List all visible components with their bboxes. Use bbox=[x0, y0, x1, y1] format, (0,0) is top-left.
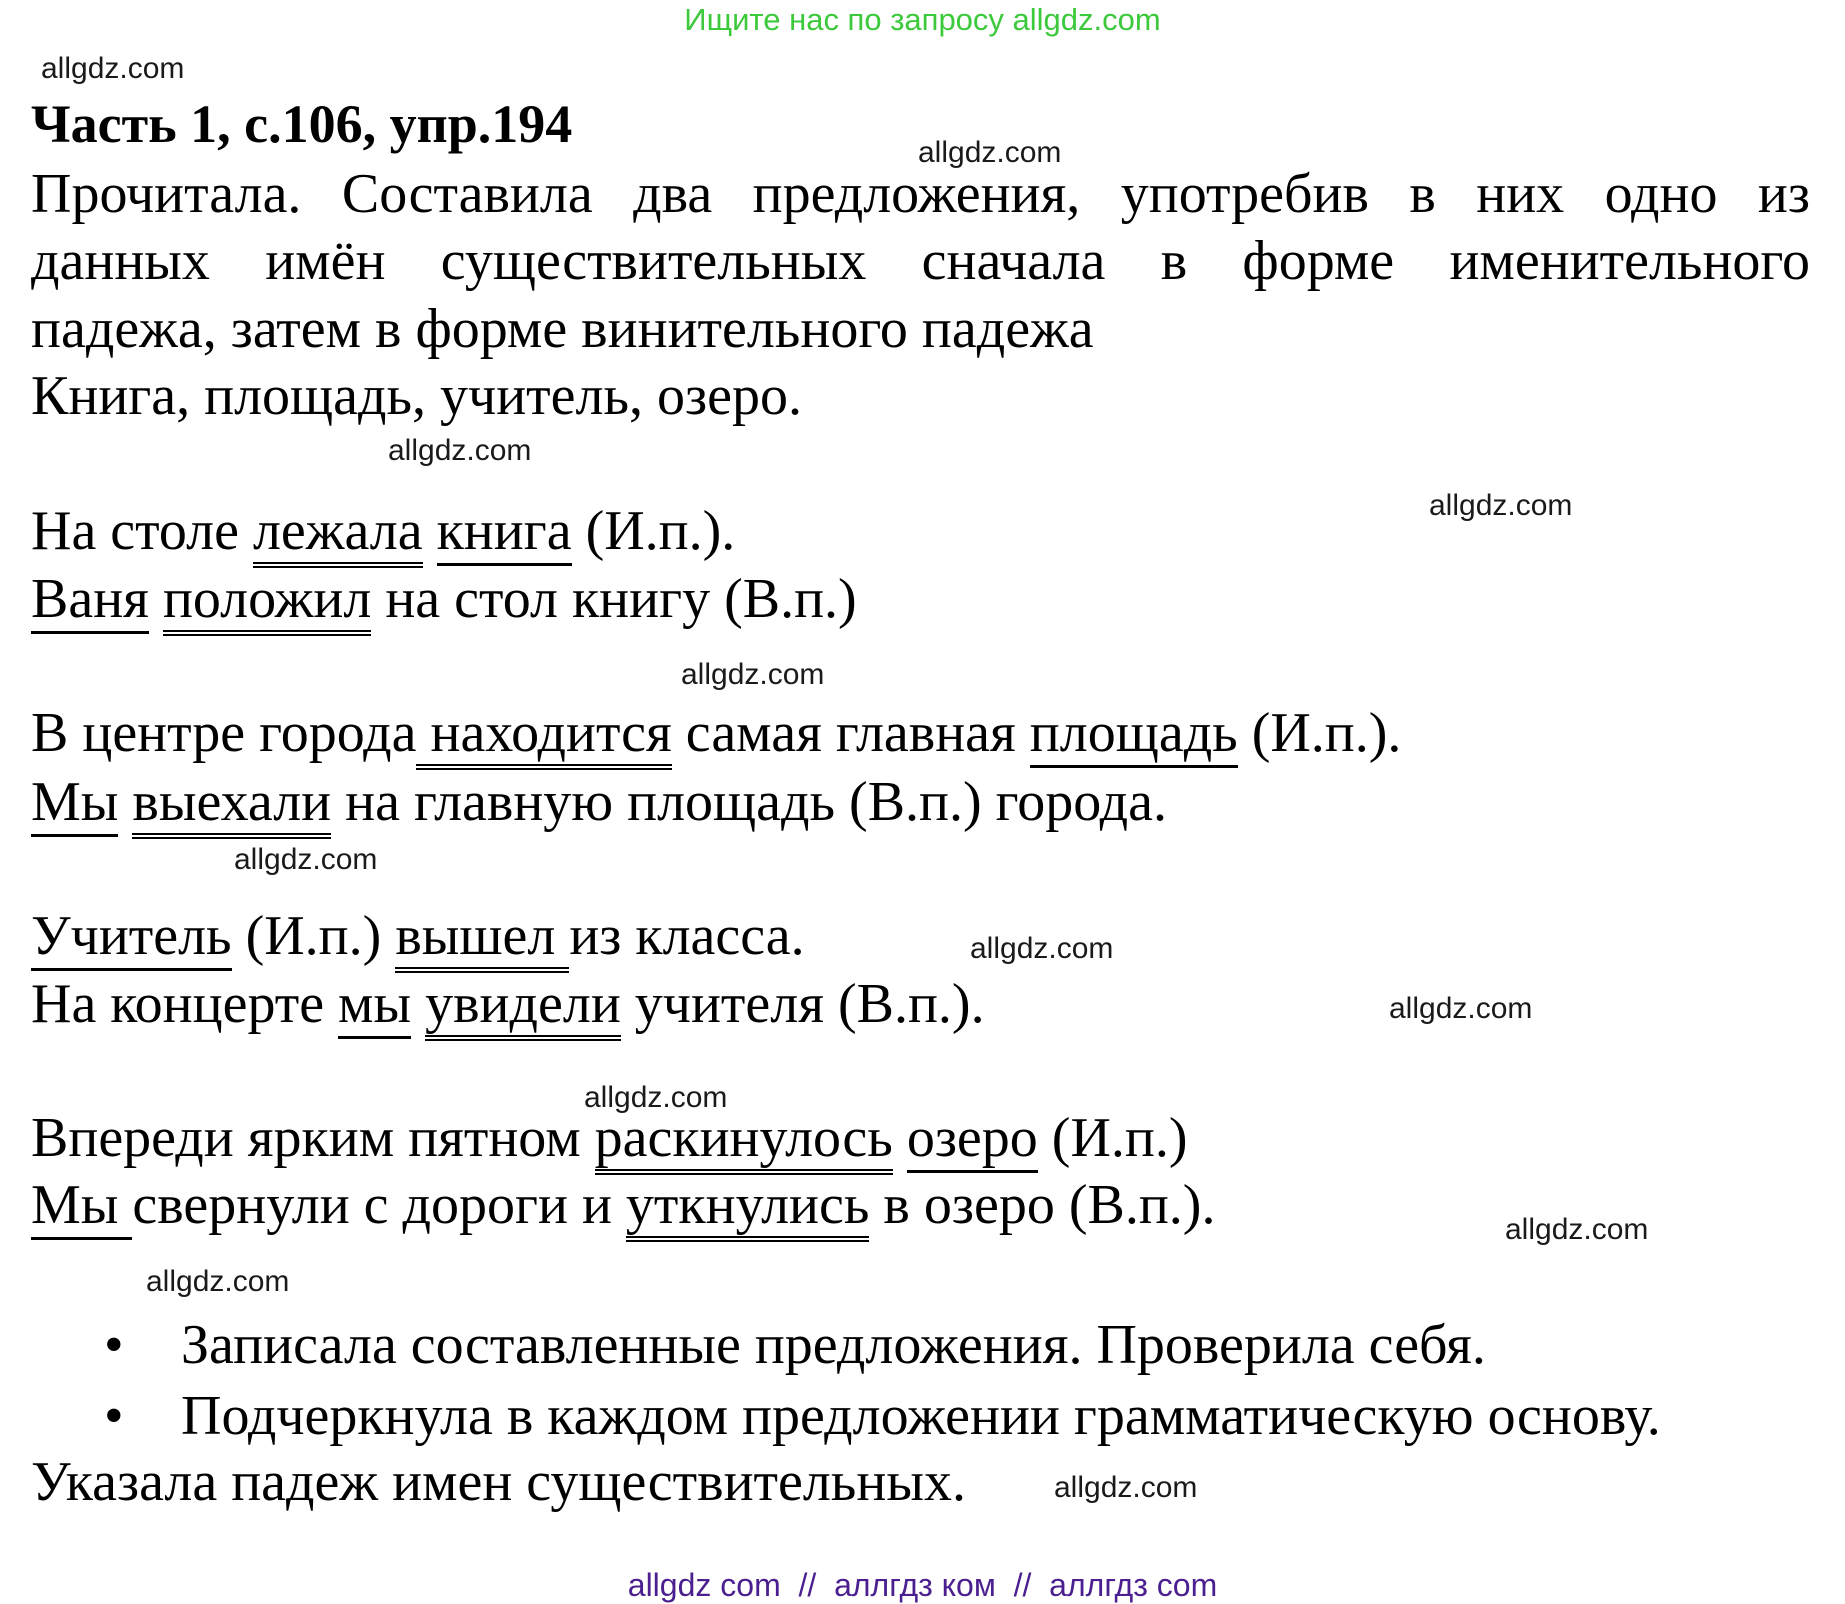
sentence-text bbox=[893, 1107, 907, 1169]
watermark: allgdz.com bbox=[41, 52, 185, 85]
search-banner: Ищите нас по запросу allgdz.com bbox=[684, 2, 1161, 37]
subject-underline: книга bbox=[437, 500, 572, 566]
sentence-text: на главную площадь (В.п.) города. bbox=[331, 771, 1167, 833]
sentence-text: свернули с дороги и bbox=[132, 1174, 626, 1236]
bullet-item: Записала составленные предложения. Проверила себя. bbox=[181, 1314, 1486, 1376]
bullet-icon: • bbox=[104, 1314, 124, 1376]
sentence-text: (И.п.). bbox=[1237, 702, 1402, 764]
predicate-double-underline: увидели bbox=[425, 973, 621, 1041]
watermark: allgdz.com bbox=[1054, 1471, 1198, 1504]
sentence bbox=[31, 971, 985, 1037]
bullet-item: Подчеркнула в каждом предложении грамматическую основу. bbox=[181, 1385, 1661, 1447]
sentence-text bbox=[423, 500, 437, 562]
word-list: Книга, площадь, учитель, озеро. bbox=[31, 365, 802, 427]
sentence bbox=[31, 566, 857, 632]
predicate-double-underline: раскинулось bbox=[595, 1107, 893, 1175]
sentence-text: учителя (В.п.). bbox=[620, 973, 985, 1035]
sentence-text: (И.п.) bbox=[231, 905, 396, 967]
predicate-double-underline: находится bbox=[416, 702, 671, 770]
subject-underline: Учитель bbox=[31, 905, 232, 971]
sentence-text bbox=[411, 973, 425, 1035]
watermark: allgdz.com bbox=[234, 843, 378, 876]
predicate-double-underline: лежала bbox=[253, 500, 423, 568]
watermark: allgdz.com bbox=[681, 658, 825, 691]
sentence-text: На концерте bbox=[31, 973, 339, 1035]
sentence bbox=[31, 903, 805, 969]
sentence-text bbox=[118, 771, 132, 833]
sentence-text bbox=[149, 568, 163, 630]
footer-links: allgdz com // аллгдз ком // аллгдз com bbox=[627, 1567, 1218, 1603]
watermark: allgdz.com bbox=[1429, 489, 1573, 522]
watermark: allgdz.com bbox=[146, 1265, 290, 1298]
page-title: Часть 1, с.106, упр.194 bbox=[31, 94, 573, 154]
predicate-double-underline: вышел bbox=[395, 905, 569, 973]
intro-line: падежа, затем в форме винительного падежа bbox=[31, 298, 1094, 360]
predicate-double-underline: положил bbox=[163, 568, 371, 636]
sentence bbox=[31, 498, 735, 564]
sentence-text: в озеро (В.п.). bbox=[869, 1174, 1216, 1236]
sentence-text: на стол книгу (В.п.) bbox=[371, 568, 857, 630]
subject-underline: Мы bbox=[31, 1174, 132, 1240]
watermark: allgdz.com bbox=[1389, 992, 1533, 1025]
watermark: allgdz.com bbox=[388, 434, 532, 467]
intro-line: Прочитала. Составила два предложения, употребив в них одно из bbox=[31, 163, 1810, 225]
subject-underline: мы bbox=[338, 973, 411, 1039]
predicate-double-underline: уткнулись bbox=[626, 1174, 870, 1242]
sentence-text: В центре города bbox=[31, 702, 417, 764]
sentence bbox=[31, 700, 1401, 766]
sentence bbox=[31, 769, 1167, 835]
subject-underline: площадь bbox=[1030, 702, 1238, 768]
closing-line: Указала падеж имен существительных. bbox=[31, 1451, 966, 1513]
sentence-text: (И.п.). bbox=[571, 500, 736, 562]
subject-underline: Ваня bbox=[31, 568, 149, 634]
sentence-text: самая главная bbox=[671, 702, 1030, 764]
subject-underline: озеро bbox=[907, 1107, 1038, 1173]
sentence-text: Впереди ярким пятном bbox=[31, 1107, 595, 1169]
sentence-text: На столе bbox=[31, 500, 253, 562]
sentence-text: из класса. bbox=[569, 905, 805, 967]
sentence bbox=[31, 1172, 1215, 1238]
sentence-text: (И.п.) bbox=[1037, 1107, 1188, 1169]
watermark: allgdz.com bbox=[970, 932, 1114, 965]
subject-underline: Мы bbox=[31, 771, 118, 837]
watermark: allgdz.com bbox=[584, 1081, 728, 1114]
watermark: allgdz.com bbox=[918, 136, 1062, 169]
intro-line: данных имён существительных сначала в форме именительного bbox=[31, 230, 1810, 292]
bullet-icon: • bbox=[104, 1385, 124, 1447]
watermark: allgdz.com bbox=[1505, 1213, 1649, 1246]
predicate-double-underline: выехали bbox=[132, 771, 331, 839]
